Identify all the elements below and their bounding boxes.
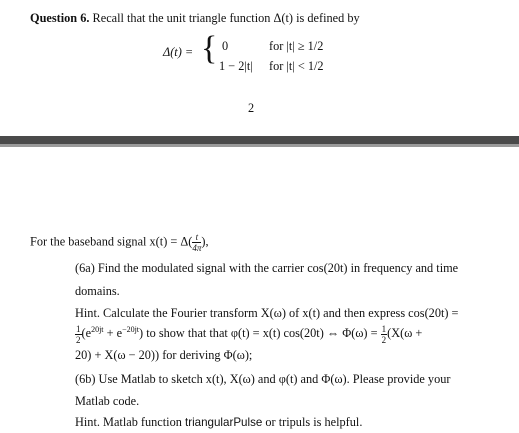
signal-suffix: ), bbox=[201, 234, 209, 249]
hint1-frac1-num: 1 bbox=[76, 323, 81, 334]
page-divider-shadow bbox=[0, 144, 519, 147]
definition-lhs: Δ(t) = bbox=[163, 45, 194, 59]
hint1-line1: Hint. Calculate the Fourier transform X(ω) of x(t) and then express cos(20t) = bbox=[75, 306, 459, 320]
hint1-exp1: 20jt bbox=[91, 325, 104, 334]
part-b-line2: Matlab code. bbox=[75, 394, 140, 408]
hint1-frac1-den: 2 bbox=[76, 334, 81, 345]
page-divider bbox=[0, 136, 519, 144]
hint2-rest: or tripuls is helpful. bbox=[262, 415, 363, 429]
hint1-plus: + e bbox=[103, 326, 123, 340]
hint1-mid: (e bbox=[81, 326, 92, 340]
hint2 bbox=[75, 414, 362, 431]
hint1-end: (X(ω + bbox=[387, 326, 423, 340]
part-a-line1: (6a) Find the modulated signal with the carrier cos(20t) in frequency and time bbox=[75, 261, 459, 275]
hint1-frac2-den: 2 bbox=[381, 334, 387, 345]
case1-value: 0 bbox=[222, 39, 229, 53]
hint1-line2 bbox=[75, 322, 422, 345]
piecewise-brace: { bbox=[201, 30, 218, 67]
signal-prefix: For the baseband signal x(t) = Δ( bbox=[30, 234, 193, 249]
hint2-func-triangularpulse: triangularPulse bbox=[184, 416, 263, 429]
hint1-line3: 20) + X(ω − 20)) for deriving Φ(ω); bbox=[75, 348, 253, 362]
case1-condition: for |t| ≥ 1/2 bbox=[269, 39, 324, 53]
hint1-frac2-num: 1 bbox=[381, 323, 387, 334]
hint1-rest: ) to show that that φ(t) = x(t) cos(20t) ⇔ Φ(ω) = bbox=[139, 326, 378, 340]
hint2-prefix: Hint. Matlab function bbox=[75, 415, 185, 429]
question-intro: Recall that the unit triangle function Δ(t) is defined by bbox=[92, 11, 360, 25]
signal-definition bbox=[30, 232, 209, 253]
question-label: Question 6. bbox=[30, 11, 90, 25]
part-a-line2: domains. bbox=[75, 284, 120, 298]
page-number: 2 bbox=[248, 101, 255, 115]
signal-frac-den: 4π bbox=[192, 243, 202, 253]
part-b-line1: (6b) Use Matlab to sketch x(t), X(ω) and φ(t) and Φ(ω). Please provide your bbox=[75, 372, 451, 386]
case2-condition: for |t| < 1/2 bbox=[269, 59, 324, 73]
hint1-exp2: −20jt bbox=[122, 325, 140, 334]
question-header bbox=[30, 10, 360, 26]
case2-value: 1 − 2|t| bbox=[219, 59, 253, 73]
signal-frac-num: t bbox=[192, 232, 201, 243]
